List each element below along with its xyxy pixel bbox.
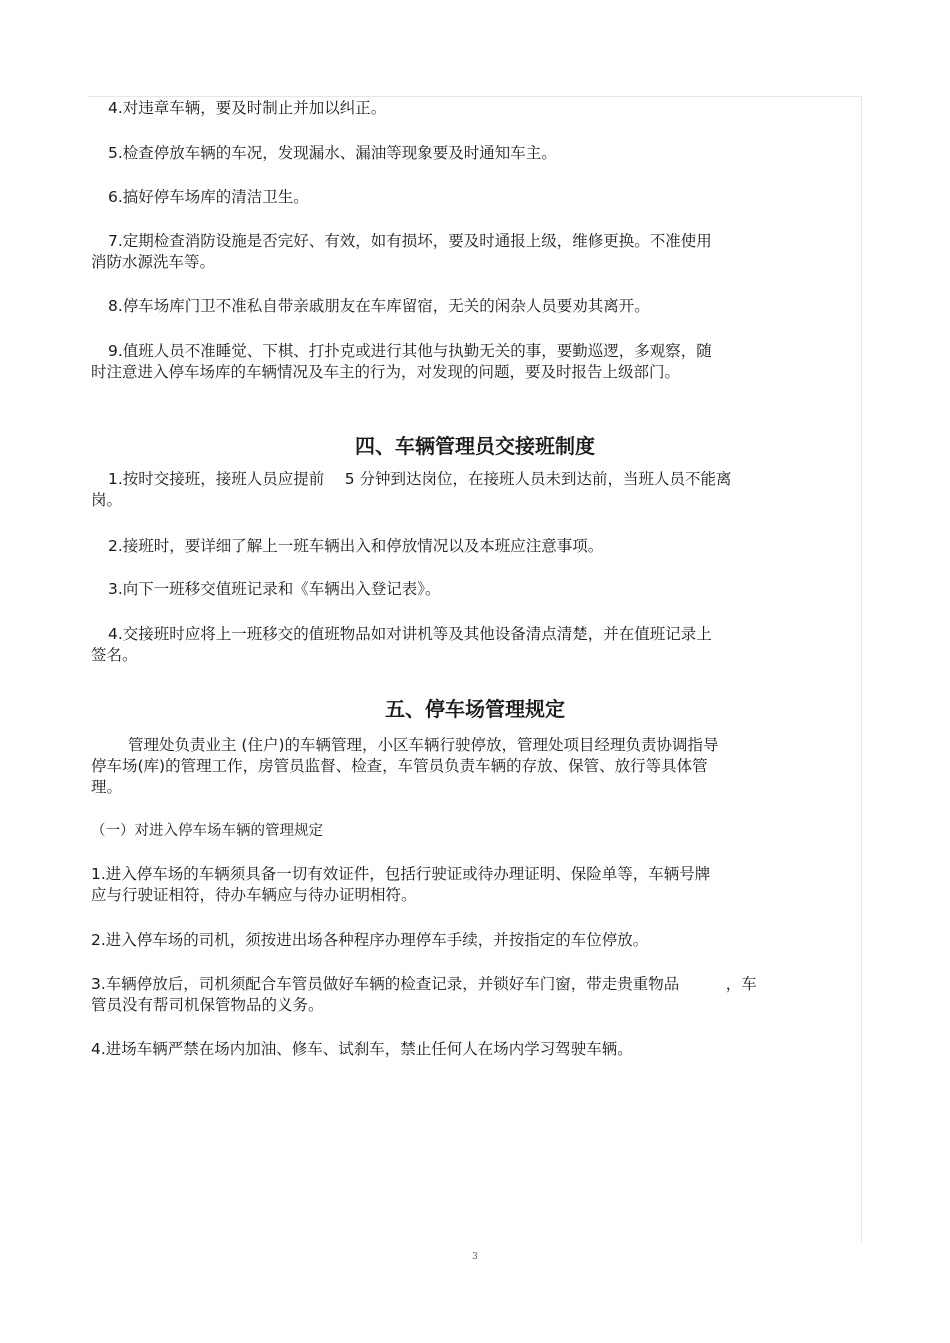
paragraph-line: 岗。 — [91, 491, 123, 509]
paragraph-line: 停车场(库)的管理工作，房管员监督、检查，车管员负责车辆的存放、保管、放行等具体管 — [91, 757, 708, 775]
paragraph-line: 2.接班时，要详细了解上一班车辆出入和停放情况以及本班应注意事项。 — [108, 537, 604, 555]
paragraph-line: 4.交接班时应将上一班移交的值班物品如对讲机等及其他设备清点清楚，并在值班记录上 — [108, 625, 712, 643]
section5-subheading — [91, 821, 811, 842]
section3-item-9 — [91, 341, 811, 383]
paragraph-line: 签名。 — [91, 646, 138, 664]
paragraph-line: 8.停车场库门卫不准私自带亲戚朋友在车库留宿，无关的闲杂人员要劝其离开。 — [108, 297, 650, 315]
paragraph-line: 9.值班人员不准睡觉、下棋、打扑克或进行其他与执勤无关的事，要勤巡逻，多观察，随 — [108, 342, 712, 360]
section3-item-7 — [91, 231, 811, 273]
paragraph-line: 7.定期检查消防设施是否完好、有效，如有损坏，要及时通报上级，维修更换。不准使用 — [108, 232, 712, 250]
paragraph-line: 应与行驶证相符，待办车辆应与待办证明相符。 — [91, 886, 417, 904]
section5-title: 五、停车场管理规定 — [385, 697, 565, 721]
section5-item-3 — [91, 974, 861, 1016]
section5-intro — [91, 735, 811, 798]
section5-item-1 — [91, 864, 811, 906]
paragraph-line: 理。 — [91, 778, 123, 796]
paragraph-line: 1.进入停车场的车辆须具备一切有效证件，包括行驶证或待办理证明、保险单等，车辆号牌 — [91, 865, 711, 883]
section3-item-8 — [91, 296, 811, 317]
paragraph-line: 3.车辆停放后，司机须配合车管员做好车辆的检查记录，并锁好车门窗，带走贵重物品 ，车 — [91, 975, 757, 993]
section4-item-2 — [91, 536, 811, 557]
paragraph-line: 消防水源洗车等。 — [91, 253, 216, 271]
section4-item-3 — [91, 579, 811, 600]
section5-item-2 — [91, 930, 811, 951]
section4-item-1 — [91, 469, 811, 511]
page-frame-top — [88, 96, 862, 97]
subheading-text: （一）对进入停车场车辆的管理规定 — [91, 823, 323, 839]
paragraph-line: 2.进入停车场的司机，须按进出场各种程序办理停车手续，并按指定的车位停放。 — [91, 931, 649, 949]
section3-item-4 — [91, 98, 811, 119]
paragraph-line: 时注意进入停车场库的车辆情况及车主的行为，对发现的问题，要及时报告上级部门。 — [91, 363, 681, 381]
paragraph-line: 管员没有帮司机保管物品的义务。 — [91, 996, 324, 1014]
paragraph-line: 4.进场车辆严禁在场内加油、修车、试刹车，禁止任何人在场内学习驾驶车辆。 — [91, 1040, 633, 1058]
paragraph-line: 管理处负责业主 (住户)的车辆管理，小区车辆行驶停放，管理处项目经理负责协调指导 — [128, 736, 719, 754]
paragraph-line: 3.向下一班移交值班记录和《车辆出入登记表》。 — [108, 580, 441, 598]
page-frame-right — [861, 96, 862, 1242]
section4-title: 四、车辆管理员交接班制度 — [355, 434, 595, 458]
section3-item-6 — [91, 187, 811, 208]
paragraph-line: 6.搞好停车场库的清洁卫生。 — [108, 188, 309, 206]
page-number: 3 — [472, 1252, 478, 1262]
section3-item-5 — [91, 143, 811, 164]
section4-item-4 — [91, 624, 811, 666]
paragraph-line: 1.按时交接班，接班人员应提前 5 分钟到达岗位，在接班人员未到达前，当班人员不能离 — [108, 470, 732, 488]
paragraph-line: 5.检查停放车辆的车况，发现漏水、漏油等现象要及时通知车主。 — [108, 144, 557, 162]
paragraph-line: 4.对违章车辆，要及时制止并加以纠正。 — [108, 99, 387, 117]
section5-item-4 — [91, 1039, 811, 1060]
